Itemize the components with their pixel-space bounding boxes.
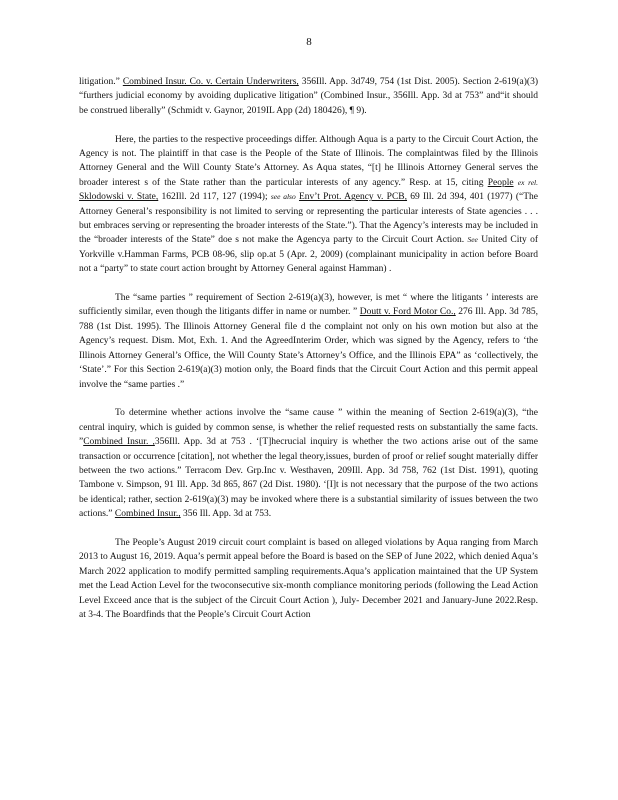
citation-underlined: Combined Insur. Co. v. Certain Underwriters, — [122, 77, 299, 87]
paragraph — [79, 291, 538, 392]
body-text — [79, 75, 538, 622]
text-segment: litigation.” — [79, 77, 123, 87]
citation-underlined: Combined Insur., — [114, 509, 181, 520]
text-segment: 162Ill. 2d 117, 127 (1994); — [158, 192, 271, 203]
citation-underlined: People — [487, 177, 514, 188]
signal-italic: see also — [270, 192, 296, 202]
text-segment: 276 Ill. App. 3d 785, 788 (1st Dist. 1995). The Illinois Attorney General file d the complaint not only on his own motion but also at the Agency’s request. Dism. Mot, Exh. 1. And the AgreedInterim Order, which was signed by the Agency, refers to ‘the Illinois Attorney General’s Office, the Will County State’s Attorney’s Office, and the Illinois EPA” as ‘collectively, the ‘State’.” For this Section 2-619(a)(3) motion only, the Board finds that the Circuit Court Action and this permit appeal involve the “same parties .” — [79, 307, 538, 390]
page-number: 8 — [306, 36, 312, 48]
citation-underlined: Sklodowski v. State, — [79, 192, 159, 203]
citation-underlined: Env’t Prot. Agency v. PCB, — [298, 192, 408, 203]
paragraph — [79, 133, 538, 277]
signal-italic: ex rel. — [517, 177, 538, 187]
text-segment: To determine whether actions involve the “same cause ” within the meaning of Section 2-619(a)(3), “the central inquiry, which is guided by common sense, is whether the relief requested rests on substantially the same facts. ” — [79, 408, 538, 448]
signal-italic: See — [467, 235, 478, 245]
citation-underlined: Combined Insur. , — [83, 437, 155, 448]
text-segment: 69 Ill. 2d 394, 401 (1977) (“The Attorney General’s responsibility is not limited to serving or representing the particular interests of State agencies . . . but embraces serving or representing the broader interests of the State.”). That the Agency’s interests may be included in the “broader interests of the State” doe s not make the Agencya party to the Circuit Court Action. — [79, 192, 539, 246]
text-segment: Here, the parties to the respective proceedings differ. Although Aqua is a party to the Circuit Court Action, the Agency is not. The plaintiff in that case is the People of the State of Illinois. The complaintwas filed by the Illinois Attorney General and the Will County State’s Attorney. As Aqua states, “[t] he Illinois Attorney General serves the broader interest s of the State rather than the particular interests of any agency.” Resp. at 15, citing — [79, 134, 538, 188]
citation-underlined: Doutt v. Ford Motor Co., — [359, 307, 456, 318]
paragraph — [79, 75, 538, 118]
text-segment: 356Ill. App. 3d at 753 . ‘[T]hecrucial inquiry is whether the two actions arise out of the same transaction or occurrence [citation], not whether the legal theory,issues, burden of proof or relief sought materially differ between the two actions.” Terracom Dev. Grp.Inc v. Westhaven, 209Ill. App. 3d 758, 762 (1st Dist. 1991), quoting Tambone v. Simpson, 91 Ill. App. 3d 865, 867 (2d Dist. 1980). ‘[I]t is not necessary that the purpose of the two actions be identical; rather, section 2-619(a)(3) may be invoked where there is a substantial similarity of issues between the two actions.” — [79, 437, 538, 520]
text-segment: United City of Yorkville v.Hamman Farms, PCB 08-96, slip op.at 5 (Apr. 2, 2009) (complainant municipality in action before Board not a “party” to state court action brought by Attorney General against Hamman) . — [79, 235, 538, 275]
text-segment: The “same parties ” requirement of Section 2-619(a)(3), however, is met “ where the litigants ’ interests are sufficiently similar, even though the litigants differ in name or number. ” — [79, 293, 538, 318]
text-segment: 356 Ill. App. 3d at 753. — [180, 509, 272, 520]
text-segment: The People’s August 2019 circuit court complaint is based on alleged violations by Aqua ranging from March 2013 to August 16, 2019. Aqua’s permit appeal before the Board is based on the SEP of June 2022, which denied Aqua’s March 2022 application to modify permitted sampling requirements.Aqua’s application maintained that the UP System met the Lead Action Level for the twoconsecutive six-month compliance monitoring periods (following the Lead Action Level Exceed ance that is the subject of the Circuit Court Action ), July- December 2021 and January-June 2022.Resp. at 3-4. The Boardfinds that the People’s Circuit Court Action — [79, 537, 538, 620]
text-segment: 356Ill. App. 3d749, 754 (1st Dist. 2005). Section 2-619(a)(3) “furthers judicial economy by avoiding duplicative litigation” (Combined Insur., 356Ill. App. 3d at 753” and“it should be construed liberally” (Schmidt v. Gaynor, 2019IL App (2d) 180426), ¶ 9). — [79, 77, 538, 116]
paragraph — [79, 536, 538, 622]
paragraph — [79, 406, 538, 521]
